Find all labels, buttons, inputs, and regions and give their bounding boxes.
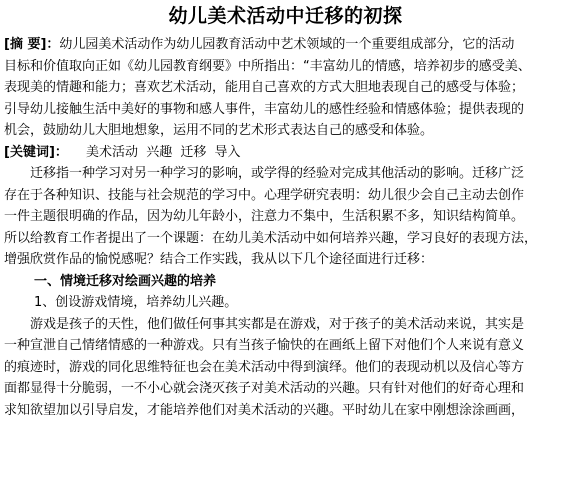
intro-paragraph <box>4 163 567 271</box>
intro-line: 一件主题很明确的作品，因为幼儿年龄小，注意力不集中，生活积累不多，知识结构简单。 <box>4 209 525 224</box>
body-line: 游戏是孩子的天性，他们做任何事其实都是在游戏，对于孩子的美术活动来说，其实是 <box>30 316 525 332</box>
document-title: 幼儿美术活动中迁移的初探 <box>168 5 403 27</box>
body-paragraph <box>4 314 567 422</box>
keywords-label: [关键词]： <box>4 144 68 160</box>
abstract-label: [摘 要]： <box>4 37 60 52</box>
body-line: 求知欲望加以引导启发，才能培养他们对美术活动的兴趣。平时幼儿在家中刚想涂涂画画， <box>4 402 525 418</box>
keyword: 兴趣 <box>146 144 173 160</box>
abstract-line: 目标和价值取向正如《幼儿园教育纲要》中所指出：“丰富幼儿的情感，培养初步的感受美、 <box>4 58 531 74</box>
abstract-line: 机会，鼓励幼儿大胆地想象，运用不同的艺术形式表达自己的感受和体验。 <box>4 123 434 138</box>
keywords-row <box>4 142 567 164</box>
section-heading: 一、情境迁移对绘画兴趣的培养 <box>34 273 217 289</box>
subsection-heading: 1、创设游戏情境，培养幼儿兴趣。 <box>34 295 238 310</box>
intro-line: 存在于各种知识、技能与社会规范的学习中。心理学研究表明：幼儿很少会自己主动去创作 <box>4 187 525 203</box>
body-line: 面都显得十分脆弱，一不小心就会浇灭孩子对美术活动的兴趣。只有针对他们的好奇心理和 <box>4 381 525 396</box>
abstract-line: 引导幼儿接触生活中美好的事物和感人事件，丰富幼儿的感性经验和情感体验；提供表现的 <box>4 101 525 117</box>
abstract-line: 幼儿园美术活动作为幼儿园教育活动中艺术领域的一个重要组成部分，它的活动 <box>59 37 515 52</box>
abstract <box>4 34 567 142</box>
keyword: 迁移 <box>180 144 207 160</box>
body-line: 一种宣泄自己情绪情感的一种游戏。只有当孩子愉快的在画纸上留下对他们个人来说有意义 <box>4 338 525 353</box>
abstract-line: 表现美的情趣和能力；喜欢艺术活动，能用自己喜欢的方式大胆地表现自己的感受与体验； <box>4 80 525 95</box>
keyword: 美术活动 <box>86 144 139 160</box>
intro-line: 迁移指一种学习对另一种学习的影响，或学得的经验对完成其他活动的影响。迁移广泛 <box>30 166 525 181</box>
body-line: 的痕迹时，游戏的同化思维特征也会在美术活动中得到演绎。他们的表现动机以及信心等方 <box>4 359 525 375</box>
keyword: 导入 <box>214 144 241 160</box>
intro-line: 增强欣赏作品的愉悦感呢？结合工作实践，我从以下几个途径面进行迁移： <box>4 252 434 267</box>
intro-line: 所以给教育工作者提出了一个课题：在幼儿美术活动中如何培养兴趣，学习良好的表现方法， <box>4 230 538 246</box>
